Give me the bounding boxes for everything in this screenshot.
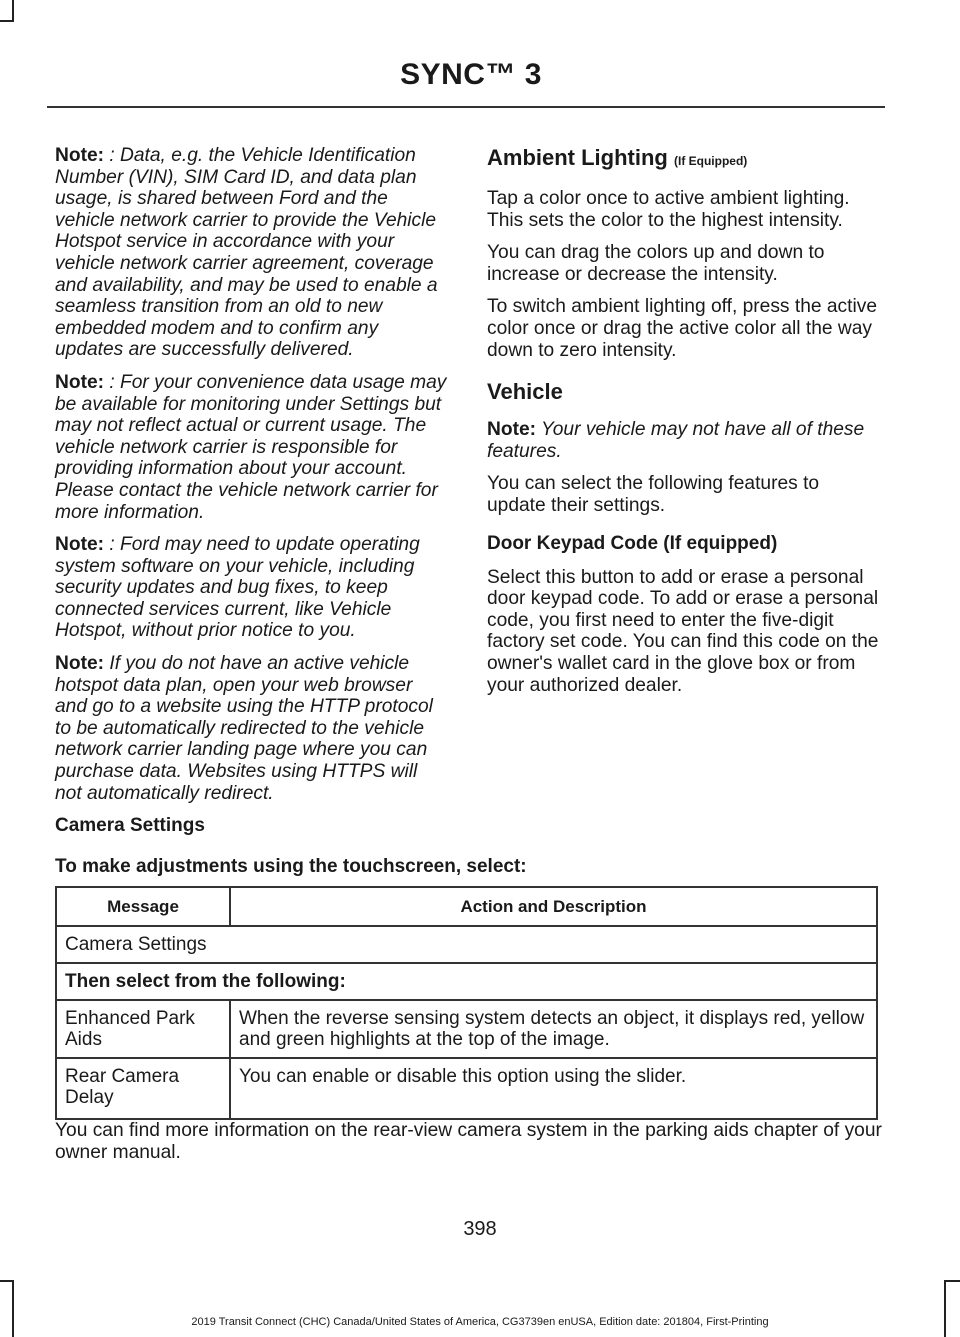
- table-cell-action: You can enable or disable this option using the slider.: [230, 1058, 877, 1119]
- heading-qualifier: (If Equipped): [673, 154, 748, 168]
- table-row: [56, 1058, 877, 1119]
- ambient-paragraph: Tap a color once to active ambient lighting. This sets the color to the highest intensity.: [487, 188, 850, 231]
- left-column: [55, 145, 447, 815]
- crop-mark: [12, 1280, 14, 1337]
- vehicle-note: [487, 419, 882, 462]
- note-label: Note:: [55, 653, 105, 675]
- table-intro: To make adjustments using the touchscreen, select:: [55, 856, 527, 877]
- page-number: 398: [463, 1218, 497, 1240]
- table-cell-message: Rear Camera Delay: [56, 1058, 230, 1119]
- vehicle-paragraph: You can select the following features to update their settings.: [487, 473, 820, 516]
- crop-mark: [12, 0, 14, 22]
- table-header-row: [56, 887, 877, 926]
- table-row: [56, 963, 877, 1000]
- note-paragraph: [55, 653, 447, 804]
- table-row: [56, 926, 877, 963]
- crop-mark: [0, 20, 14, 22]
- note-paragraph: [55, 145, 447, 361]
- ambient-paragraph: To switch ambient lighting off, press the active color once or drag the active color all the way down to zero intensity.: [487, 296, 877, 361]
- camera-settings-table: [55, 886, 878, 1120]
- edition-footer: 2019 Transit Connect (CHC) Canada/United States of America, CG3739en enUSA, Edition date: 201804, First-Printing: [191, 1316, 769, 1328]
- header-divider: [47, 106, 885, 108]
- note-text: Your vehicle may not have all of these features.: [487, 419, 865, 462]
- ambient-paragraph: You can drag the colors up and down to increase or decrease the intensity.: [487, 242, 825, 285]
- table-cell-message: Enhanced Park Aids: [56, 1000, 230, 1058]
- crop-mark: [944, 1280, 960, 1282]
- note-text: : Data, e.g. the Vehicle Identification Number (VIN), SIM Card ID, and data plan usage, is shared between Ford and the vehicle network carrier to provide the Vehicle Hotspot service in accordance with your vehicle network carrier agreement, coverage and availability, and may be used to enable a seamless transition from an old to new embedded modem and to confirm any updates are successfully delivered.: [55, 145, 438, 361]
- note-paragraph: [55, 372, 447, 523]
- note-label: Note:: [55, 371, 105, 393]
- crop-mark: [0, 1280, 14, 1282]
- door-keypad-heading: Door Keypad Code (If equipped): [487, 532, 778, 554]
- heading-text: Ambient Lighting: [487, 145, 668, 170]
- table-cell-action: When the reverse sensing system detects an object, it displays red, yellow and green highlights at the top of the image.: [230, 1000, 877, 1058]
- crop-mark: [944, 1280, 946, 1337]
- ambient-lighting-heading: [487, 145, 882, 174]
- table-cell: Camera Settings: [56, 926, 877, 963]
- page-title: SYNC™ 3: [400, 58, 542, 91]
- note-label: Note:: [487, 419, 537, 441]
- table-row: [56, 1000, 877, 1058]
- note-text: : For your convenience data usage may be available for monitoring under Settings but may not reflect actual or current usage. The vehicle network carrier is responsible for providing information about your account. Please contact the vehicle network carrier for more information.: [55, 371, 447, 523]
- column-header-message: Message: [56, 887, 230, 926]
- note-text: : Ford may need to update operating system software on your vehicle, including security updates and bug fixes, to keep connected services current, like Vehicle Hotspot, without prior notice to you.: [55, 534, 420, 642]
- camera-settings-heading: Camera Settings: [55, 815, 205, 836]
- note-label: Note:: [55, 145, 105, 166]
- right-column: [487, 145, 882, 707]
- note-text: If you do not have an active vehicle hotspot data plan, open your web browser and go to a website using the HTTP protocol to be automatically redirected to the vehicle network carrier landing page where you can purchase data. Websites using HTTPS will not automatically redirect.: [55, 653, 433, 804]
- door-keypad-paragraph: Select this button to add or erase a personal door keypad code. To add or erase a personal code, you first need to enter the five-digit factory set code. You can find this code on the owner's wallet card in the glove box or from your authorized dealer.: [487, 566, 879, 696]
- camera-more-info: You can find more information on the rear-view camera system in the parking aids chapter of your owner manual.: [55, 1120, 882, 1163]
- column-header-action: Action and Description: [230, 887, 877, 926]
- vehicle-heading: Vehicle: [487, 379, 563, 405]
- note-label: Note:: [55, 534, 105, 556]
- note-paragraph: [55, 534, 447, 642]
- table-cell: Then select from the following:: [56, 963, 877, 1000]
